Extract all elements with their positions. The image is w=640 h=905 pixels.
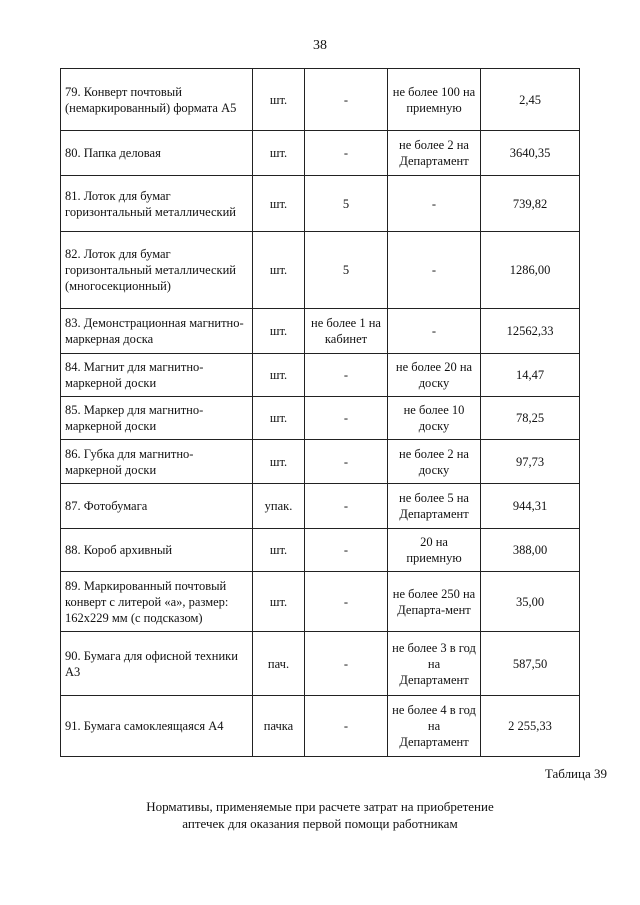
item-unit: шт.	[253, 309, 305, 354]
item-name: 85. Маркер для магнитно-маркерной доски	[61, 397, 253, 440]
item-price: 1286,00	[481, 232, 580, 309]
item-name: 81. Лоток для бумаг горизонтальный металлический	[61, 176, 253, 232]
item-price: 12562,33	[481, 309, 580, 354]
item-price: 78,25	[481, 397, 580, 440]
item-unit: упак.	[253, 484, 305, 529]
item-quantity: -	[305, 484, 388, 529]
table-row	[61, 176, 580, 232]
item-unit: шт.	[253, 176, 305, 232]
table-row	[61, 397, 580, 440]
item-name: 90. Бумага для офисной техники А3	[61, 632, 253, 696]
item-name: 82. Лоток для бумаг горизонтальный металлический (многосекционный)	[61, 232, 253, 309]
item-quantity: не более 1 на кабинет	[305, 309, 388, 354]
item-quantity: -	[305, 696, 388, 757]
item-unit: пач.	[253, 632, 305, 696]
section-title	[0, 798, 640, 832]
item-price: 2,45	[481, 69, 580, 131]
table-row	[61, 696, 580, 757]
item-price: 3640,35	[481, 131, 580, 176]
table-row	[61, 309, 580, 354]
item-name: 91. Бумага самоклеящаяся А4	[61, 696, 253, 757]
item-name: 88. Короб архивный	[61, 529, 253, 572]
item-price: 388,00	[481, 529, 580, 572]
item-price: 14,47	[481, 354, 580, 397]
section-title-line: Нормативы, применяемые при расчете затрат на приобретение	[146, 799, 494, 814]
item-quantity: 5	[305, 176, 388, 232]
table-row	[61, 572, 580, 632]
table-row	[61, 131, 580, 176]
item-norm: не более 250 на Департа-мент	[388, 572, 481, 632]
table-row	[61, 529, 580, 572]
item-norm: не более 2 на доску	[388, 440, 481, 484]
item-unit: шт.	[253, 440, 305, 484]
item-unit: пачка	[253, 696, 305, 757]
item-quantity: -	[305, 572, 388, 632]
item-unit: шт.	[253, 69, 305, 131]
item-name: 83. Демонстрационная магнитно-маркерная доска	[61, 309, 253, 354]
item-unit: шт.	[253, 131, 305, 176]
item-name: 87. Фотобумага	[61, 484, 253, 529]
item-unit: шт.	[253, 572, 305, 632]
item-name: 80. Папка деловая	[61, 131, 253, 176]
item-quantity: -	[305, 354, 388, 397]
item-quantity: -	[305, 440, 388, 484]
item-norm: не более 3 в год на Департамент	[388, 632, 481, 696]
page-number: 38	[313, 38, 327, 53]
item-norm: не более 20 на доску	[388, 354, 481, 397]
item-quantity: 5	[305, 232, 388, 309]
item-norm: не более 5 на Департамент	[388, 484, 481, 529]
item-quantity: -	[305, 632, 388, 696]
item-norm: -	[388, 176, 481, 232]
item-price: 97,73	[481, 440, 580, 484]
item-price: 35,00	[481, 572, 580, 632]
item-price: 739,82	[481, 176, 580, 232]
table-row	[61, 232, 580, 309]
item-name: 89. Маркированный почтовый конверт с литерой «а», размер: 162х229 мм (с подсказом)	[61, 572, 253, 632]
item-norm: -	[388, 309, 481, 354]
item-quantity: -	[305, 131, 388, 176]
item-norm: не более 10 доску	[388, 397, 481, 440]
item-norm: 20 на приемную	[388, 529, 481, 572]
item-norm: -	[388, 232, 481, 309]
item-quantity: -	[305, 529, 388, 572]
item-name: 84. Магнит для магнитно-маркерной доски	[61, 354, 253, 397]
item-norm: не более 100 на приемную	[388, 69, 481, 131]
item-price: 2 255,33	[481, 696, 580, 757]
item-price: 944,31	[481, 484, 580, 529]
item-norm: не более 4 в год на Департамент	[388, 696, 481, 757]
item-name: 79. Конверт почтовый (немаркированный) формата А5	[61, 69, 253, 131]
item-unit: шт.	[253, 397, 305, 440]
item-price: 587,50	[481, 632, 580, 696]
item-name: 86. Губка для магнитно-маркерной доски	[61, 440, 253, 484]
item-unit: шт.	[253, 529, 305, 572]
table-caption: Таблица 39	[544, 766, 607, 781]
item-quantity: -	[305, 397, 388, 440]
item-quantity: -	[305, 69, 388, 131]
item-norm: не более 2 на Департамент	[388, 131, 481, 176]
section-title-line: аптечек для оказания первой помощи работникам	[182, 816, 458, 831]
table-row	[61, 354, 580, 397]
table-row	[61, 69, 580, 131]
item-unit: шт.	[253, 354, 305, 397]
table-row	[61, 484, 580, 529]
table-row	[61, 632, 580, 696]
table-row	[61, 440, 580, 484]
supplies-table	[60, 68, 580, 757]
item-unit: шт.	[253, 232, 305, 309]
